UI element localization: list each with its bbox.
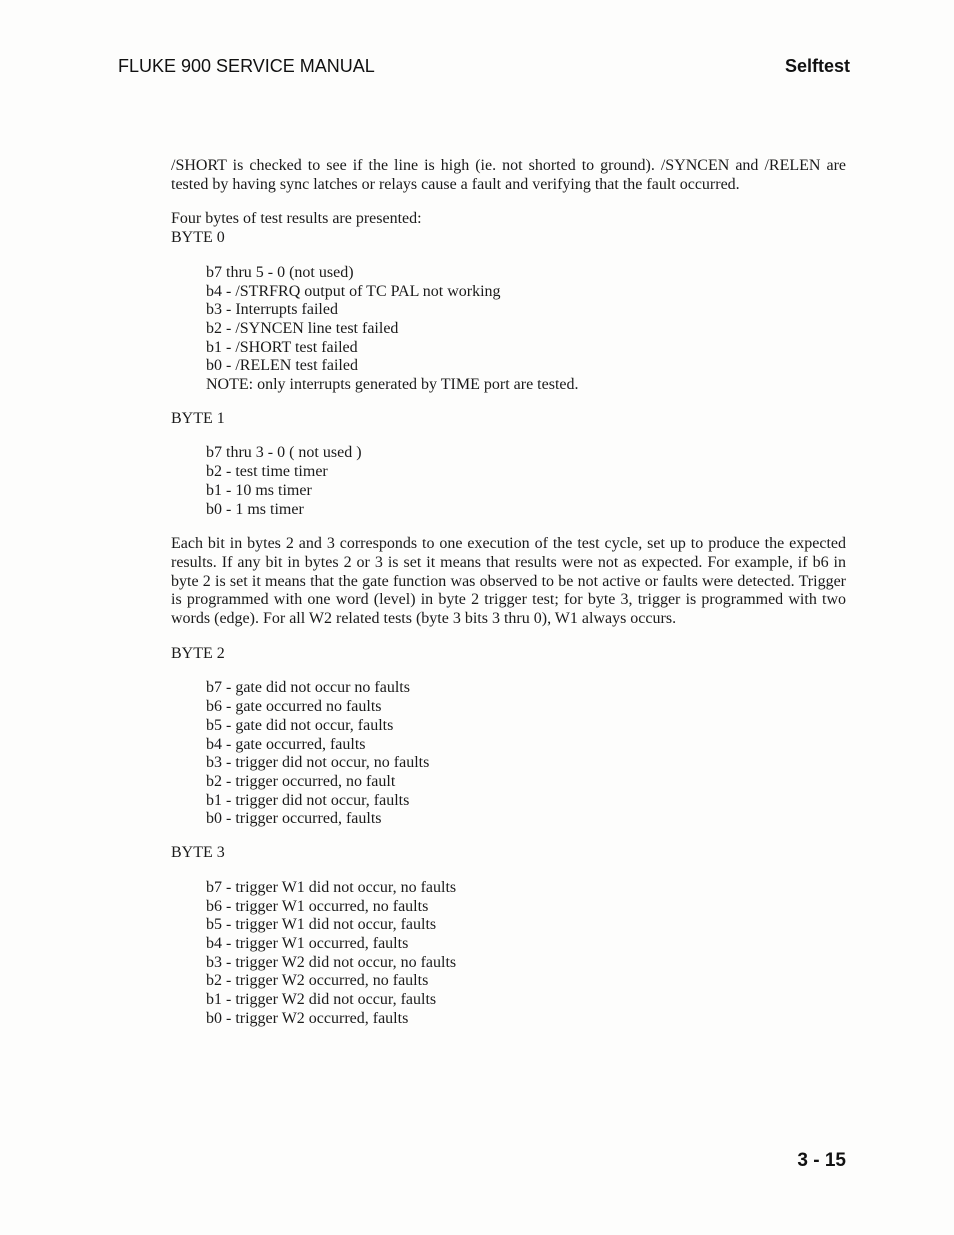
list-item: b0 - trigger occurred, faults <box>206 810 382 828</box>
list-item: b6 - trigger W1 occurred, no faults <box>206 897 429 915</box>
byte2-heading: BYTE 2 <box>171 644 225 662</box>
list-item: b7 thru 5 - 0 (not used) <box>206 263 354 281</box>
list-item: b0 - 1 ms timer <box>206 500 304 518</box>
byte3-bit-list <box>171 879 846 1029</box>
byte0-heading: BYTE 0 <box>171 229 225 247</box>
list-item: b3 - Interrupts failed <box>206 301 338 319</box>
byte1-bit-list <box>171 444 846 519</box>
list-item: b2 - /SYNCEN line test failed <box>206 319 399 337</box>
list-item: NOTE: only interrupts generated by TIME port are tested. <box>206 376 579 394</box>
explanation-paragraph: Each bit in bytes 2 and 3 corresponds to one execution of the test cycle, set up to produce the expected results. If any bit in bytes 2 or 3 is set it means that results were not as expected. For example, if b6 in byte 2 is set it means that the gate function was observed to be not active or faults were detected. Trigger is programmed with one word (level) in byte 2 trigger test; for byte 3, trigger is programmed with two words (edge). For all W2 related tests (byte 3 bits 3 thru 0), W1 always occurs. <box>171 535 846 628</box>
list-item: b3 - trigger did not occur, no faults <box>206 754 430 772</box>
list-item: b2 - test time timer <box>206 463 328 481</box>
list-item: b7 thru 3 - 0 ( not used ) <box>206 444 362 462</box>
list-item: b3 - trigger W2 did not occur, no faults <box>206 953 457 971</box>
list-item: b2 - trigger W2 occurred, no faults <box>206 972 429 990</box>
section-title: Selftest <box>784 56 850 76</box>
manual-title: FLUKE 900 SERVICE MANUAL <box>118 56 375 76</box>
intro-paragraph: /SHORT is checked to see if the line is high (ie. not shorted to ground). /SYNCEN and /RELEN are tested by having sync latches or relays cause a fault and verifying that the fault occurred. <box>171 157 846 193</box>
list-item: b6 - gate occurred no faults <box>206 698 382 716</box>
list-item: b5 - trigger W1 did not occur, faults <box>206 916 437 934</box>
list-item: b1 - trigger W2 did not occur, faults <box>206 991 437 1009</box>
list-item: b0 - /RELEN test failed <box>206 357 358 375</box>
list-item: b4 - gate occurred, faults <box>206 735 366 753</box>
list-item: b5 - gate did not occur, faults <box>206 716 394 734</box>
byte3-heading: BYTE 3 <box>171 844 225 862</box>
list-item: b1 - trigger did not occur, faults <box>206 791 410 809</box>
list-item: b4 - /STRFRQ output of TC PAL not working <box>206 282 501 300</box>
list-item: b4 - trigger W1 occurred, faults <box>206 934 409 952</box>
list-item: b7 - trigger W1 did not occur, no faults <box>206 878 457 896</box>
byte2-bit-list <box>171 679 846 829</box>
byte1-heading: BYTE 1 <box>171 409 225 427</box>
list-item: b1 - 10 ms timer <box>206 481 312 499</box>
list-item: b2 - trigger occurred, no fault <box>206 772 396 790</box>
page-number: 3 - 15 <box>797 1150 846 1171</box>
byte0-bit-list <box>171 264 846 395</box>
list-item: b1 - /SHORT test failed <box>206 338 358 356</box>
list-item: b7 - gate did not occur no faults <box>206 679 410 697</box>
list-item: b0 - trigger W2 occurred, faults <box>206 1009 409 1027</box>
results-intro: Four bytes of test results are presented: <box>171 210 422 228</box>
page-body <box>171 157 846 1028</box>
